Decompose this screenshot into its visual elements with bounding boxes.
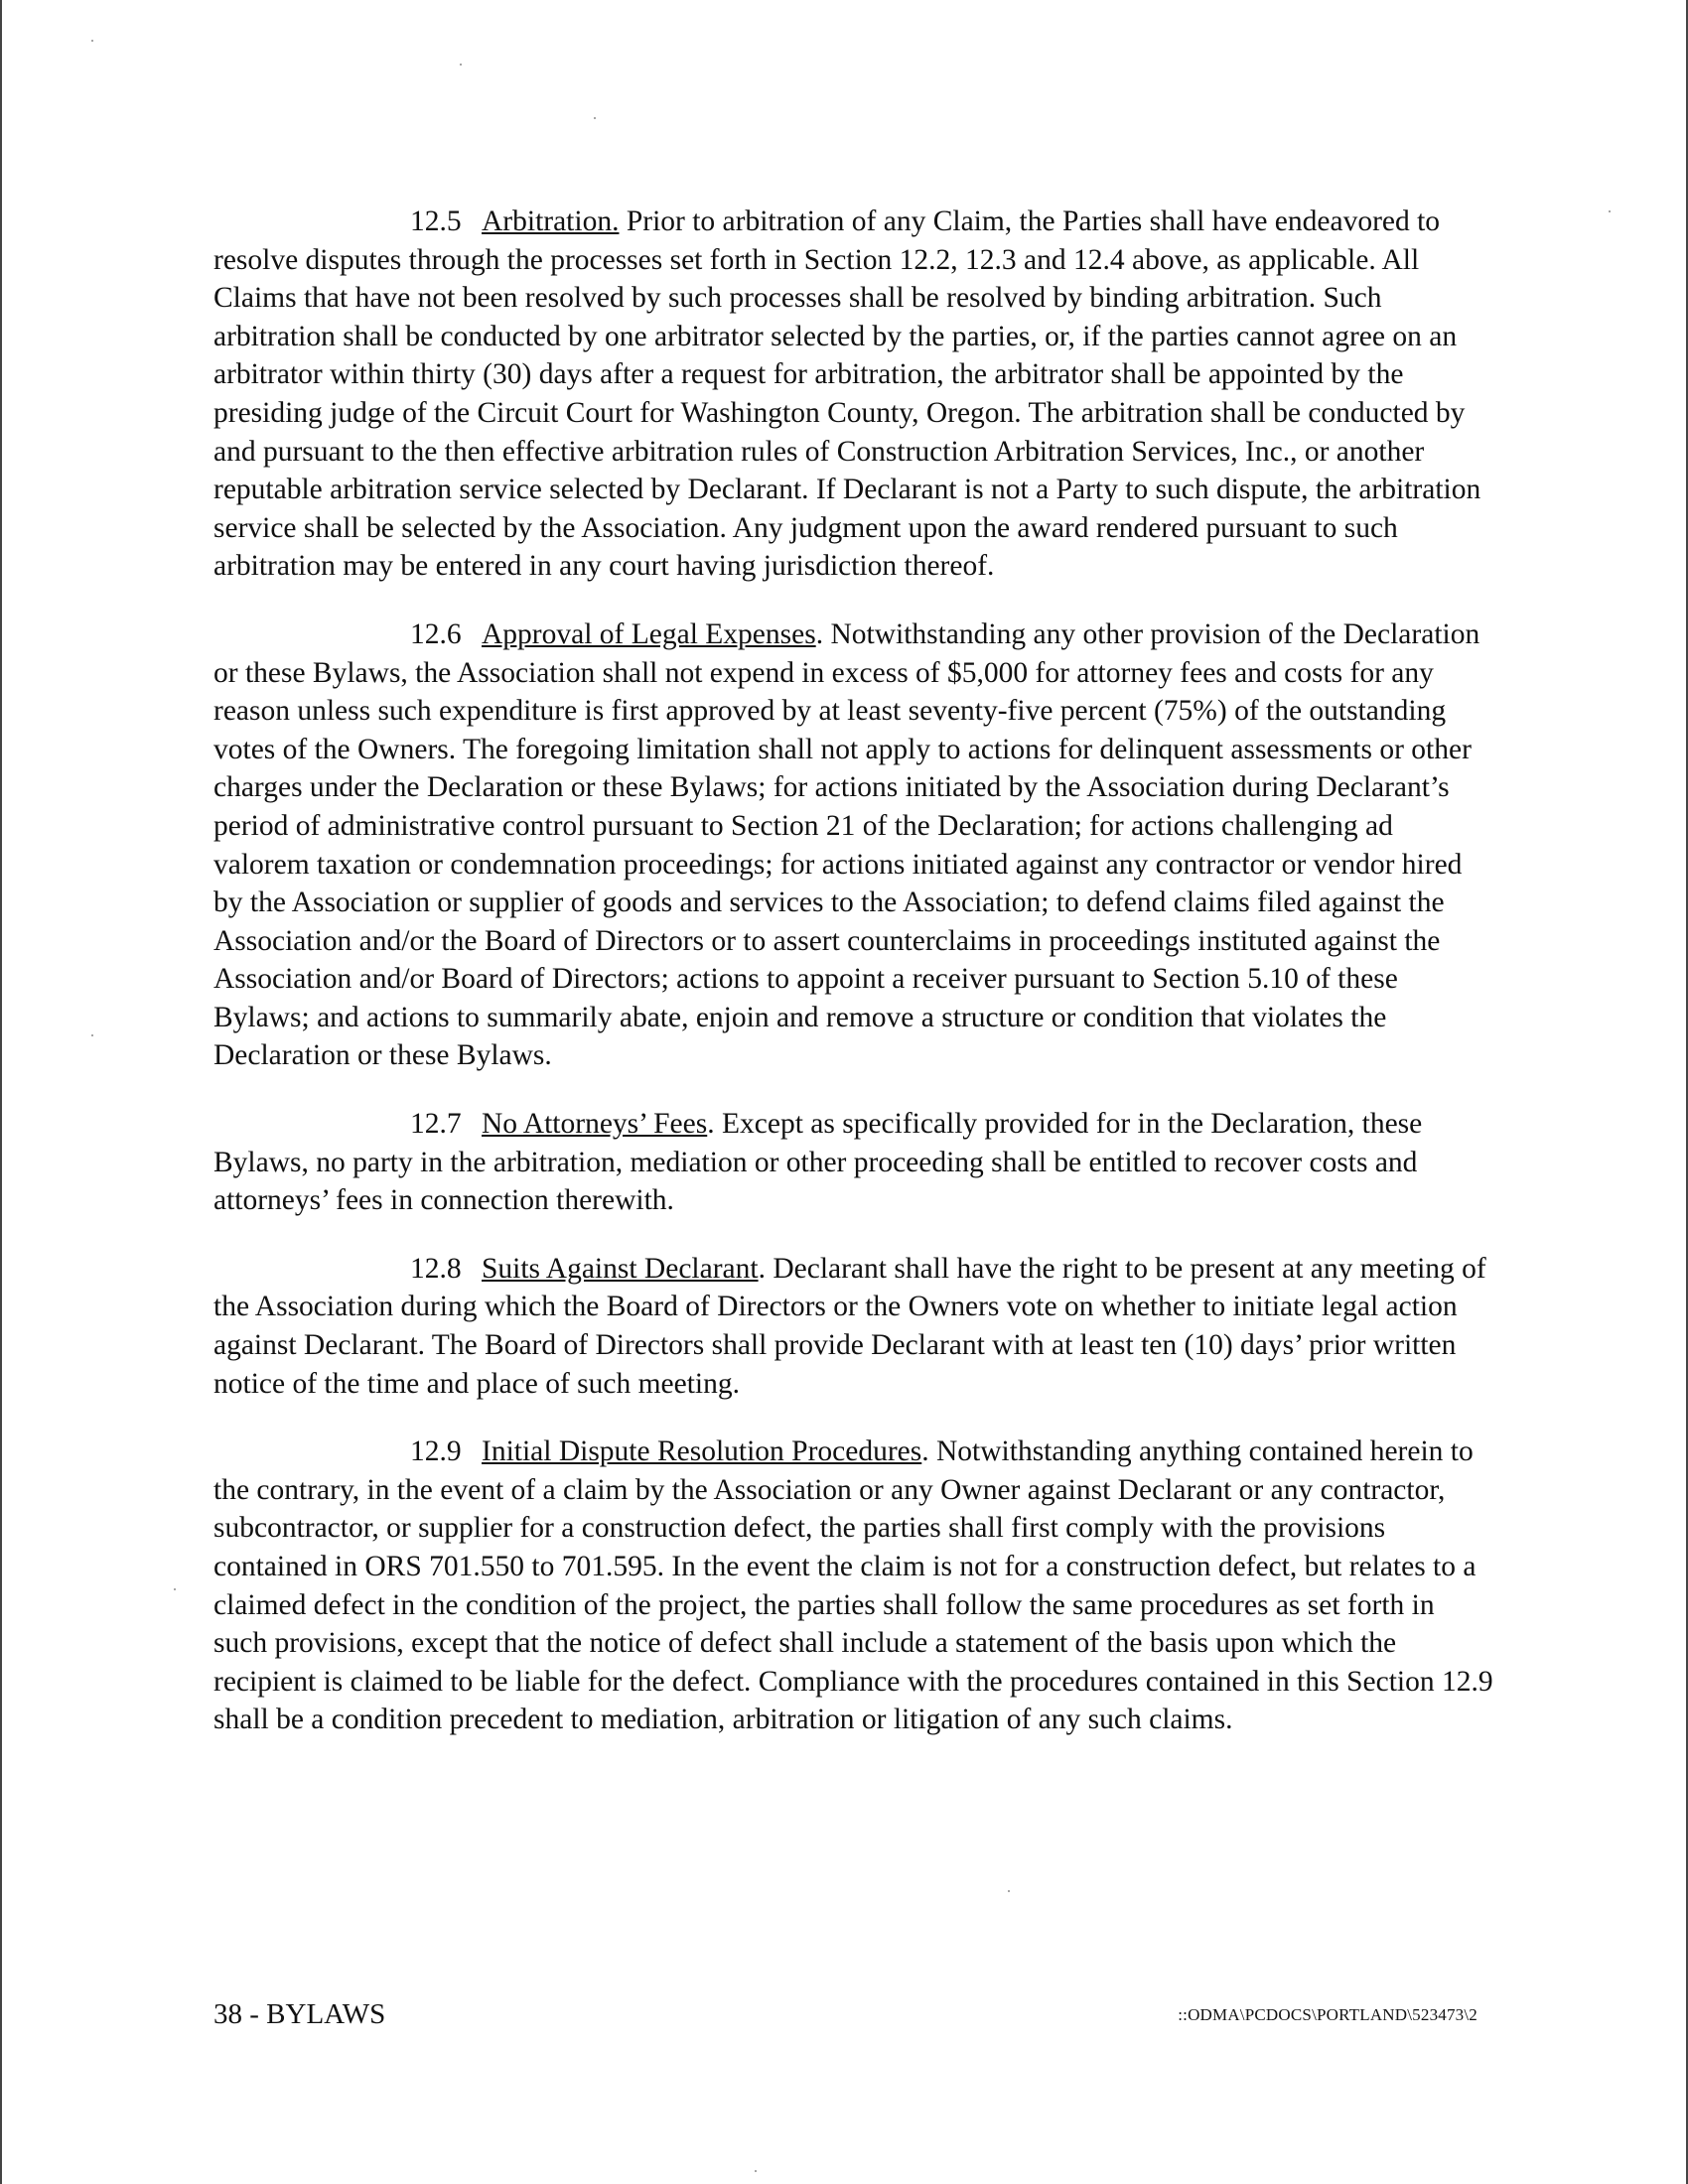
scan-speck <box>174 1588 176 1590</box>
section-number: 12.9 <box>410 1435 462 1468</box>
section-text: . Declarant shall have the right to be present at any meeting of the Association during which the Board of Directors or the Owners vote on whether to initiate legal action against Declarant. The Board of Directors shall provide Declarant with at least ten (10) days’ prior written notice of the time and place of such meeting. <box>213 1252 1486 1400</box>
section-heading: Approval of Legal Expenses <box>482 617 816 650</box>
scan-speck <box>1609 210 1611 212</box>
scan-speck <box>1008 1890 1010 1892</box>
document-body <box>213 203 1494 1769</box>
document-path: ::ODMA\PCDOCS\PORTLAND\523473\2 <box>1178 2005 1477 2024</box>
section-heading: Initial Dispute Resolution Procedures <box>482 1435 922 1468</box>
section-heading: Suits Against Declarant <box>482 1252 759 1285</box>
scan-speck <box>594 117 596 119</box>
section-number: 12.6 <box>410 617 462 650</box>
section-text: . Notwithstanding anything contained herein to the contrary, in the event of a claim by the Association or any Owner against Declarant or any contractor, subcontractor, or supplier for a construction defect, the parties shall first comply with the provisions contained in ORS 701.550 to 701.595. In the event the claim is not for a construction defect, but relates to a claimed defect in the condition of the project, the parties shall follow the same procedures as set forth in such provisions, except that the notice of defect shall include a statement of the basis upon which the recipient is claimed to be liable for the defect. Compliance with the procedures contained in this Section 12.9 shall be a condition precedent to mediation, arbitration or litigation of any such claims. <box>213 1435 1493 1736</box>
section-12-7 <box>213 1105 1494 1220</box>
scan-speck <box>91 1034 93 1036</box>
section-number: 12.8 <box>410 1252 462 1285</box>
section-text: . Notwithstanding any other provision of the Declaration or these Bylaws, the Association shall not expend in excess of $5,000 for attorney fees and costs for any reason unless such expenditure is first approved by at least seventy-five percent (75%) of the outstanding votes of the Owners. The foregoing limitation shall not apply to actions for delinquent assessments or other charges under the Declaration or these Bylaws; for actions initiated by the Association during Declarant’s period of administrative control pursuant to Section 21 of the Declaration; for actions challenging ad valorem taxation or condemnation proceedings; for actions initiated against any contractor or vendor hired by the Association or supplier of goods and services to the Association; to defend claims filed against the Association and/or the Board of Directors or to assert counterclaims in proceedings instituted against the Association and/or Board of Directors; actions to appoint a receiver pursuant to Section 5.10 of these Bylaws; and actions to summarily abate, enjoin and remove a structure or condition that violates the Declaration or these Bylaws. <box>213 617 1480 1072</box>
section-text: . Except as specifically provided for in the Declaration, these Bylaws, no party in the arbitration, mediation or other proceeding shall be entitled to recover costs and attorneys’ fees in connection therewith. <box>213 1108 1423 1217</box>
section-12-6 <box>213 615 1494 1075</box>
section-heading: Arbitration. <box>482 205 620 237</box>
scan-speck <box>755 2170 757 2172</box>
section-12-8 <box>213 1250 1494 1403</box>
section-text: Prior to arbitration of any Claim, the Parties shall have endeavored to resolve disputes through the processes set forth in Section 12.2, 12.3 and 12.4 above, as applicable. All Claims that have not been resolved by such processes shall be resolved by binding arbitration. Such arbitration shall be conducted by one arbitrator selected by the parties, or, if the parties cannot agree on an arbitrator within thirty (30) days after a request for arbitration, the arbitrator shall be appointed by the presiding judge of the Circuit Court for Washington County, Oregon. The arbitration shall be conducted by and pursuant to the then effective arbitration rules of Construction Arbitration Services, Inc., or another reputable arbitration service selected by Declarant. If Declarant is not a Party to such dispute, the arbitration service shall be selected by the Association. Any judgment upon the award rendered pursuant to such arbitration may be entered in any court having jurisdiction thereof. <box>213 205 1481 583</box>
section-number: 12.5 <box>410 205 462 237</box>
scan-speck <box>91 40 93 42</box>
section-12-9 <box>213 1433 1494 1739</box>
section-12-5 <box>213 203 1494 586</box>
section-heading: No Attorneys’ Fees <box>482 1108 708 1141</box>
page-number-label: 38 - BYLAWS <box>213 1998 386 2030</box>
scan-speck <box>460 64 462 66</box>
section-number: 12.7 <box>410 1108 462 1141</box>
